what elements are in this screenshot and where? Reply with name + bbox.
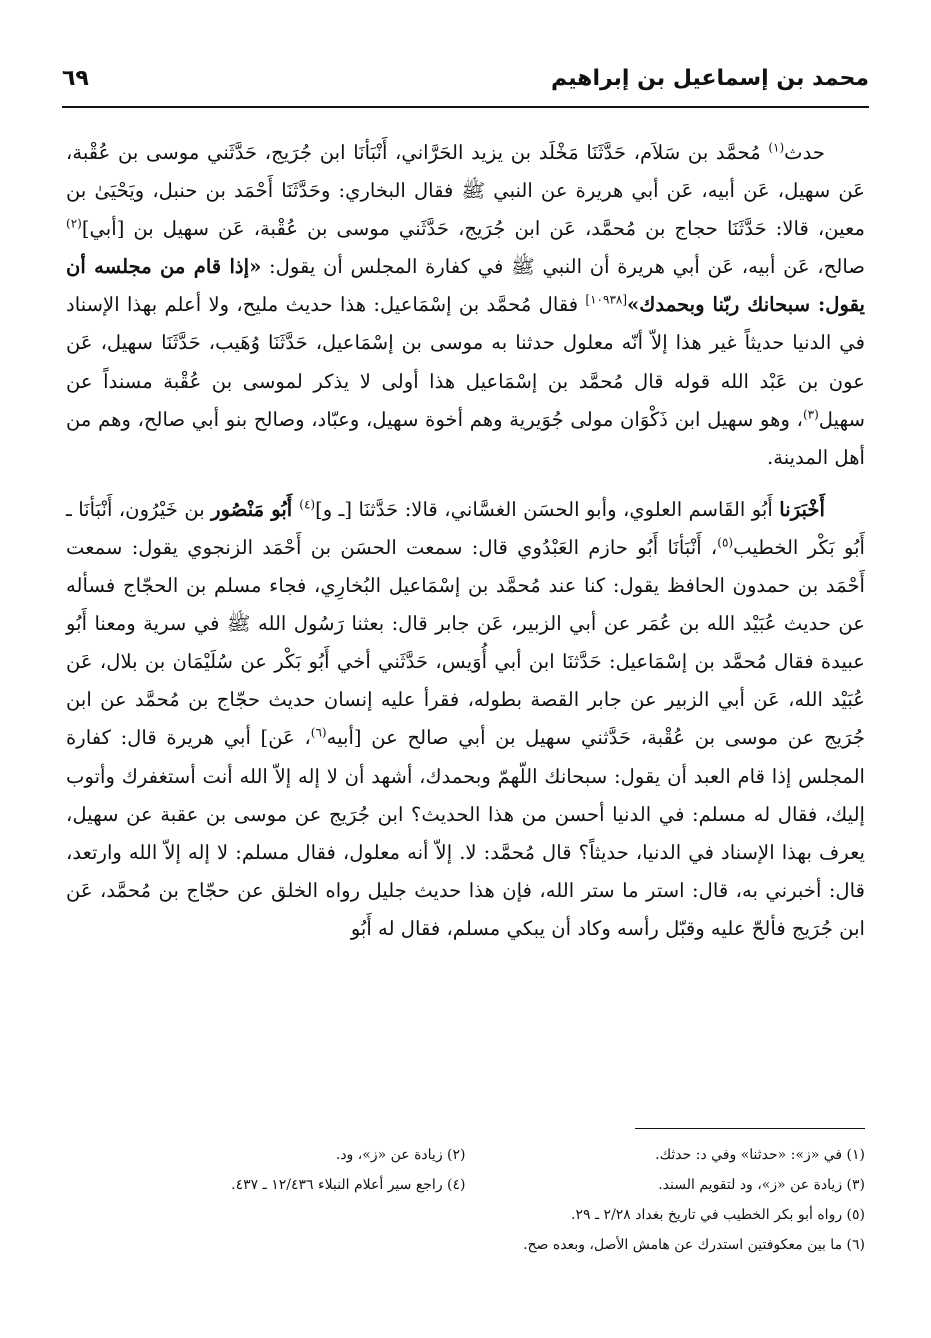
- text-run: ، أَنْبَأنَا أَبُو حازم العَبْدُوي قال: سمعت الحسَن بن أَحْمَد الزنجوي يقول: سمعت أَحْمَد بن حمدون الحافظ يقول: كنا عند مُحمَّد بن إسْمَاعيل البُخارِي، فجاء مسلم بن الحجّاج فسأله عن حديث عُبَيْد الله بن عُمَر عن أبي الزبير، عَن جابر قال: بعثنا رَسُول الله ﷺ في سرية ومعنا أَبُو عبيدة فقال مُحمَّد بن إسْمَاعيل: حَدَّثنَا ابن أبي أُوَيس، حَدَّثَني أخي أَبُو بَكْر عن سُلَيْمَان بن بلال، عَن عُبَيْد الله، عَن أبي الزبير عن جابر القصة بطوله، فقرأ عليه إنسان حديث حجّاج بن مُحمَّد عن ابن جُرَيج عن موسى بن عُقْبة، حَدَّثني سهيل بن أبي صالح عن [أبيه: [66, 535, 866, 750]
- text-run: صالح، عَن أبيه، عَن أبي هريرة أن النبي ﷺ في كفارة المجلس أن يقول:: [261, 255, 865, 279]
- footnote-2: (٢) زيادة عن «ز»، ود.: [335, 1147, 466, 1163]
- text-run: بن خَيْرُون، أَنْبَأنَا ـ أَبُو بَكْر الخطيب: [66, 497, 865, 559]
- footnote-ref-6: (٦): [310, 725, 327, 740]
- hadith-number: [١٠٩٣٨]: [585, 292, 628, 307]
- text-run: حدث: [784, 141, 825, 164]
- page-number: ٦٩: [62, 66, 89, 91]
- footnote-ref-2: (٢): [66, 216, 82, 231]
- footnote-ref-4: (٤): [299, 497, 316, 512]
- text-run-bold: أَخْبَرَنا: [779, 497, 825, 521]
- text-run: مُحمَّد بن سَلاَم، حَدَّثَنَا مَخْلَد بن يزيد الحَرَّاني، أَنْبَأنَا ابن جُرَيج، حَدَّثَني موسى بن عُقْبة، عَن سهيل، عَن أبيه، عَن أبي هريرة عن النبي ﷺ فقال البخاري: وحَدَّثَنَا أَحْمَد بن حنبل، ويَحْيَىٰ بن معين، قالا: حَدَّثَنَا حجاج بن مُحمَّد، عَن ابن جُرَيج، حَدَّثَني موسى بن عُقْبة، عَن سهيل بن [أبي]: [66, 141, 865, 241]
- running-title: محمد بن إسماعيل بن إبراهيم: [550, 66, 869, 91]
- footnote-4: (٤) راجع سير أعلام النبلاء ١٢/٤٣٦ ـ ٤٣٧.: [231, 1177, 466, 1193]
- footnote-row: [66, 1170, 865, 1200]
- header-rule: [62, 106, 869, 108]
- hadith-text: «إذا قام من مجلسه أن يقول: سبحانك ربّنا وبحمدك»: [66, 255, 865, 317]
- footnote-row: [66, 1140, 865, 1170]
- paragraph-1: [66, 134, 865, 477]
- footnotes: [66, 1140, 865, 1260]
- text-run-bold: أَبُو مَنْصُور: [211, 497, 300, 521]
- text-run: فقال مُحمَّد بن إسْمَاعيل: هذا حديث مليح، ولا أعلم بهذا الإسناد في الدنيا حديثاً غير هذا إلاّ أنّه معلول حدثنا به موسى بن إسْمَاعيل، حَدَّثَنَا وُهَيب، حَدَّثَنَا سهيل، عَن عون بن عَبْد الله قوله قال مُحمَّد بن إسْمَاعيل هذا أولى لا يذكر لموسى بن عُقْبة مسنداً عن سهيل: [66, 293, 865, 431]
- page-header: [62, 66, 869, 106]
- footnote-ref-3: (٣): [802, 407, 819, 422]
- footnote-rule: [635, 1128, 865, 1129]
- footnote-3: (٣) زيادة عن «ز»، ود لتقويم السند.: [658, 1177, 865, 1193]
- footnote-1: (١) في «ز»: «حدثنا» وفي د: حدثك.: [655, 1147, 865, 1163]
- footnote-6: (٦) ما بين معكوفتين استدرك عن هامش الأصل، وبعده صح.: [523, 1237, 865, 1253]
- paragraph-2: [66, 491, 865, 948]
- text-run: ، وهو سهيل ابن ذَكْوَان مولى جُوَيرية وهم أخوة سهيل، وعبّاد، وصالح بنو أبي صالح، وهم من أهل المدينة.: [66, 407, 865, 469]
- main-text: [66, 134, 865, 948]
- footnote-ref-1: (١): [768, 140, 785, 155]
- footnote-ref-5: (٥): [717, 535, 734, 550]
- text-run: أَبُو القَاسم العلوي، وأبو الحسَن الغسَّاني، قالا: حَدَّثنَا [ـ و]: [315, 497, 780, 521]
- text-run: ، عَن] أبي هريرة قال: كفارة المجلس إذا قام العبد أن يقول: سبحانك اللّهمّ وبحمدك، أشهد أن لا إله إلاّ الله أنت أستغفرك وأتوب إليك، فقال له مسلم: في الدنيا أحسن من هذا الحديث؟ ابن جُرَيج عن موسى بن عقبة عن سهيل، يعرف بهذا الإسناد في الدنيا، حديثاً؟ قال مُحمَّد: لا. إلاّ أنه معلول، فقال مسلم: لا إله إلاّ الله وارتعد، قال: أخبرني به، قال: استر ما ستر الله، فإن هذا حديث جليل رواه الخلق عن حجّاج بن مُحمَّد، عَن ابن جُرَيج فألحّ عليه وقبّل رأسه وكاد أن يبكي مسلم، فقال له أَبُو: [66, 726, 865, 940]
- footnote-5: (٥) رواه أبو بكر الخطيب في تاريخ بغداد ٢/٢٨ ـ ٢٩.: [571, 1207, 865, 1223]
